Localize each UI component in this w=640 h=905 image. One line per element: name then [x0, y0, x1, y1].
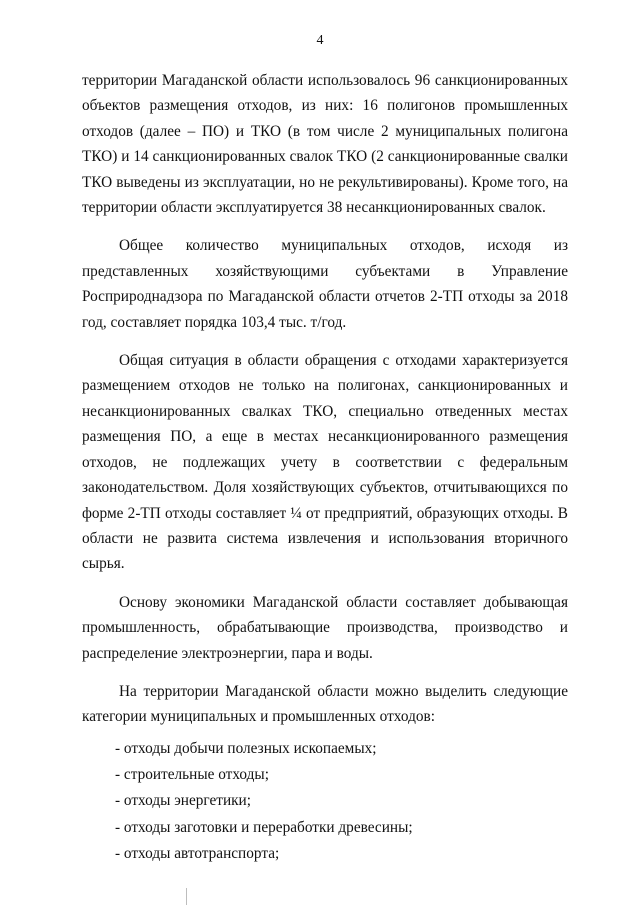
paragraph-waste-categories-intro: На территории Магаданской области можно выделить следующие категории муниципальных и промышленных отходов: — [82, 682, 568, 726]
paragraph-economy: Основу экономики Магаданской области составляет добывающая промышленность, обрабатывающие производства, производство и распределение электроэнергии, пара и воды. — [82, 593, 568, 662]
paragraph-waste-facilities: территории Магаданской области использовалось 96 санкционированных объектов размещения отходов, из них: 16 полигонов промышленных отходов (далее – ПО) и ТКО (в том числе 2 муниципальных полигона ТКО) и 14 санкционированных свалок ТКО (2 санкционированные свалки ТКО выведены из эксплуатации, но не рекультивированы). Кроме того, на территории области эксплуатируется 38 несанкционированных свалок. — [82, 72, 568, 217]
list-item: - отходы автотранспорта; — [115, 844, 280, 862]
page-number: 4 — [316, 33, 324, 48]
list-item: - отходы добычи полезных ископаемых; — [115, 739, 377, 757]
document-body — [82, 68, 568, 867]
paragraph-municipal-waste-volume: Общее количество муниципальных отходов, исходя из представленных хозяйствующими субъектами в Управление Росприроднадзора по Магаданской области отчетов 2-ТП отходы за 2018 год, составляет порядка 103,4 тыс. т/год. — [82, 237, 568, 331]
list-item: - отходы заготовки и переработки древесины; — [115, 818, 413, 836]
list-item: - отходы энергетики; — [115, 792, 251, 810]
list-item: - строительные отходы; — [115, 766, 269, 784]
scan-artifact-line — [186, 888, 187, 905]
paragraph-waste-situation: Общая ситуация в области обращения с отходами характеризуется размещением отходов не только на полигонах, санкционированных и несанкционированных свалках ТКО, специально отведенных местах размещения ПО, а еще в местах несанкционированного размещения отходов, не подлежащих учету в соответствии с федеральным законодательством. Доля хозяйствующих субъектов, отчитывающихся по форме 2-ТП отходы составляет ¼ от предприятий, образующих отходы. В области не развита система извлечения и использования вторичного сырья. — [82, 352, 568, 573]
waste-category-list — [82, 736, 568, 867]
